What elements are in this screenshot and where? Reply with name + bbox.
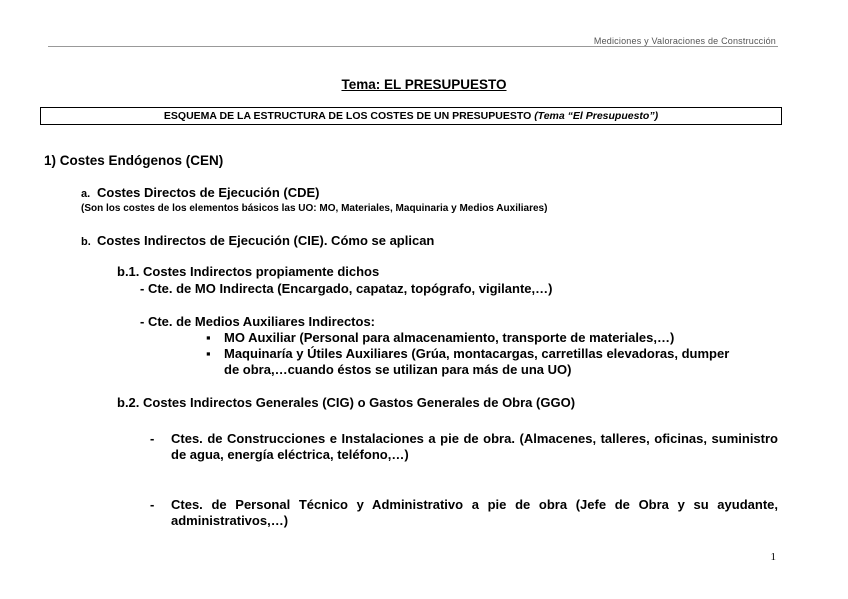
bullet-square-icon: ▪ (206, 330, 211, 345)
page-title: Tema: EL PRESUPUESTO (341, 77, 507, 92)
b2-item-dash: - (150, 431, 155, 446)
section-1-heading: 1) Costes Endógenos (CEN) (44, 153, 224, 168)
cie-heading (81, 233, 434, 248)
running-header: Mediciones y Valoraciones de Construcción (593, 36, 776, 46)
cde-note: (Son los costes de los elementos básicos las UO: MO, Materiales, Maquinaria y Medios Auxiliares) (81, 203, 548, 214)
cie-heading-text: Costes Indirectos de Ejecución (CIE). Cómo se aplican (97, 233, 435, 248)
bullet-text: MO Auxiliar (Personal para almacenamiento, transporte de materiales,…) (224, 330, 675, 345)
mo-indirecta-line: - Cte. de MO Indirecta (Encargado, capataz, topógrafo, vigilante,…) (140, 281, 553, 296)
bullet-text: Maquinaría y Útiles Auxiliares (Grúa, montacargas, carretillas elevadoras, dumper (224, 346, 730, 361)
page-number: 1 (770, 551, 776, 563)
schema-italic: (Tema “El Presupuesto”) (534, 110, 659, 122)
b2-item-construcciones: Ctes. de Construcciones e Instalaciones a pie de obra. (Almacenes, talleres, oficinas, suministro de agua, energía eléctrica, teléfono,…) (171, 431, 778, 462)
b2-item-personal: Ctes. de Personal Técnico y Administrativo a pie de obra (Jefe de Obra y su ayudante, administrativos,…) (171, 497, 778, 528)
bullet-square-icon: ▪ (206, 346, 211, 361)
cie-letter: b. (81, 236, 91, 248)
bullet-mo-auxiliar (206, 330, 674, 345)
cde-letter: a. (81, 188, 91, 200)
bullet-maquinaria (206, 346, 729, 361)
schema-box (40, 107, 782, 125)
cde-heading-text: Costes Directos de Ejecución (CDE) (97, 185, 320, 200)
cde-heading (81, 185, 320, 200)
b1-heading: b.1. Costes Indirectos propiamente dichos (117, 264, 380, 279)
b2-heading: b.2. Costes Indirectos Generales (CIG) o Gastos Generales de Obra (GGO) (117, 395, 576, 410)
header-rule (48, 46, 778, 47)
schema-text: ESQUEMA DE LA ESTRUCTURA DE LOS COSTES DE UN PRESUPUESTO (163, 110, 532, 122)
b2-item-dash: - (150, 497, 155, 512)
medios-aux-heading: - Cte. de Medios Auxiliares Indirectos: (140, 314, 376, 329)
bullet-maquinaria-cont: de obra,…cuando éstos se utilizan para más de una UO) (224, 362, 572, 377)
